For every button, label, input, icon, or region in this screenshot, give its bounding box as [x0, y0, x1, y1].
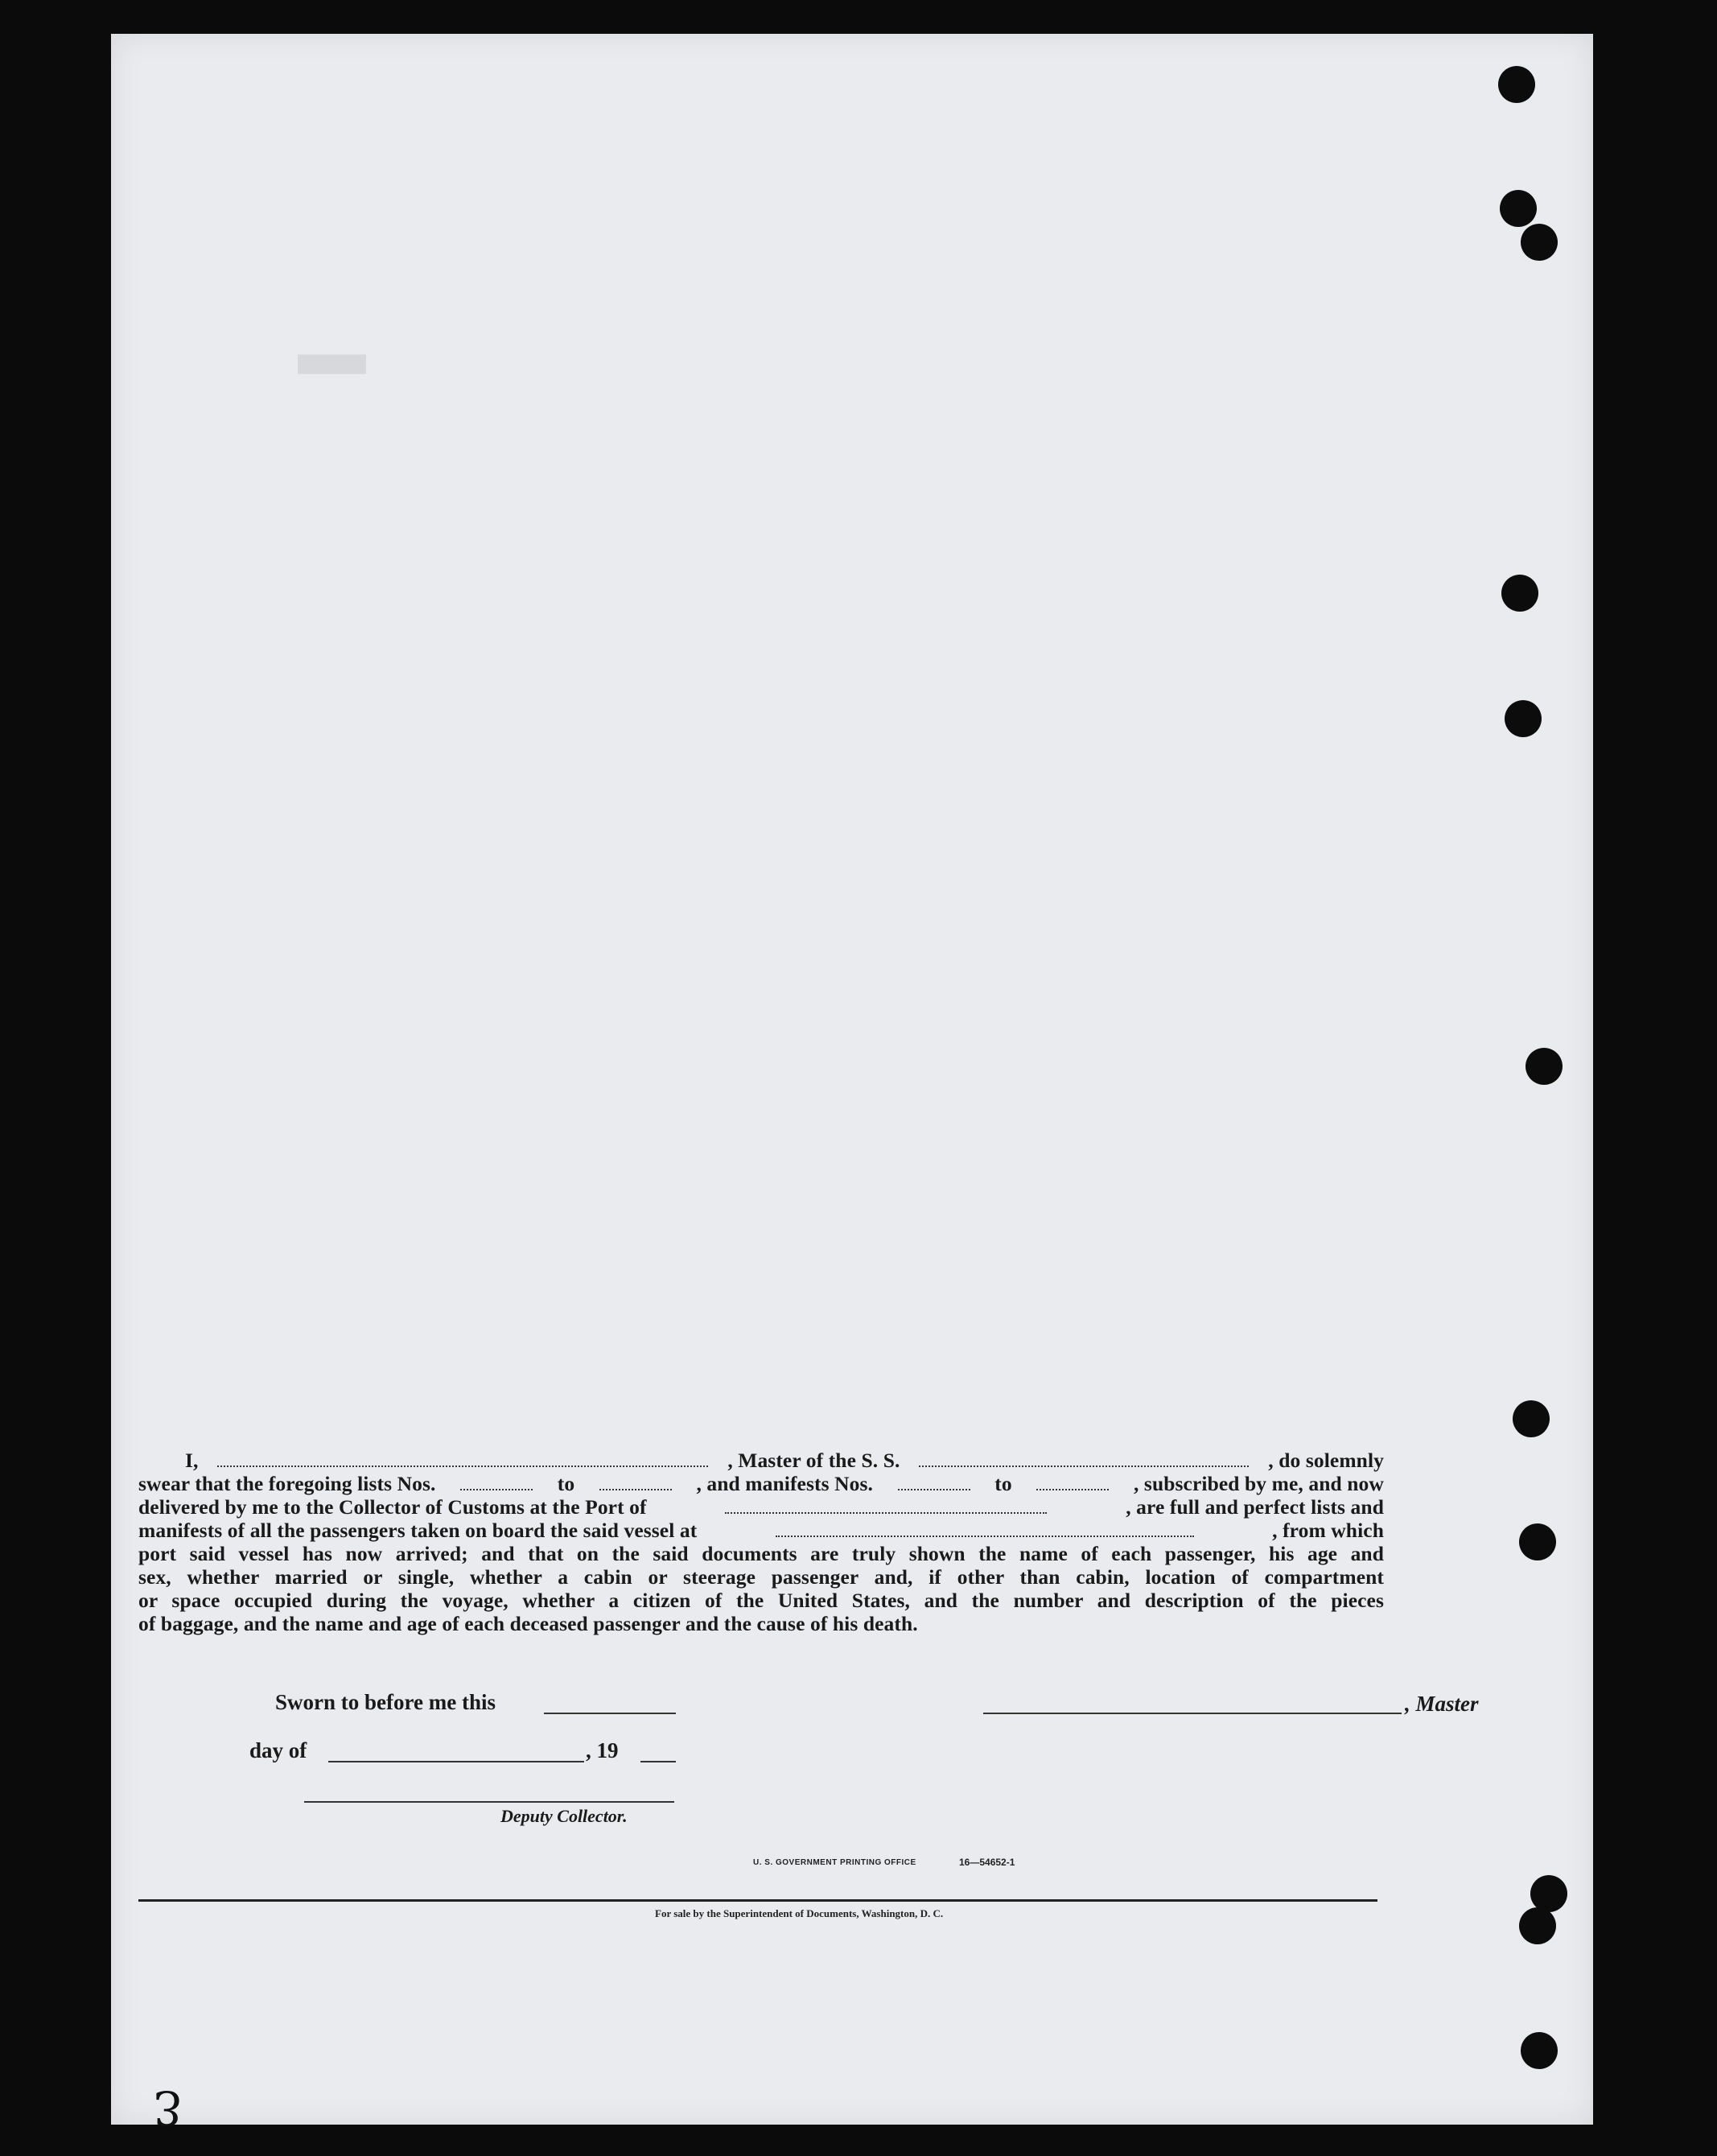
- punch-hole: [1521, 2032, 1558, 2069]
- punch-hole: [1498, 66, 1535, 103]
- oath-line-2: [138, 1472, 1384, 1495]
- oath-text: I,: [185, 1449, 199, 1472]
- list-from-blank[interactable]: [460, 1474, 533, 1490]
- day-of-label: day of: [249, 1738, 307, 1762]
- manifest-to-blank[interactable]: [1036, 1474, 1109, 1490]
- oath-line-8: of baggage, and the name and age of each deceased passenger and the cause of his death.: [138, 1612, 918, 1635]
- oath-text: swear that the foregoing lists Nos.: [138, 1472, 436, 1495]
- punch-hole: [1513, 1400, 1550, 1437]
- deputy-collector-label: Deputy Collector.: [500, 1806, 628, 1826]
- punch-hole: [1500, 190, 1537, 227]
- manifest-from-blank[interactable]: [898, 1474, 970, 1490]
- oath-text: , subscribed by me, and now: [1133, 1472, 1384, 1495]
- sworn-label: Sworn to before me this: [275, 1690, 496, 1714]
- punch-hole: [1519, 1523, 1556, 1560]
- punch-hole: [1505, 700, 1542, 737]
- oath-text: , and manifests Nos.: [696, 1472, 873, 1495]
- embarkation-port-blank[interactable]: [776, 1521, 1194, 1537]
- oath-line-3: [138, 1495, 1384, 1519]
- punch-hole: [1501, 575, 1538, 612]
- ship-name-blank[interactable]: [919, 1451, 1249, 1467]
- oath-line-7: or space occupied during the voyage, whether a citizen of the United States, and the number and description of the pieces: [138, 1589, 1384, 1612]
- printer-imprint: U. S. GOVERNMENT PRINTING OFFICE: [753, 1858, 916, 1867]
- oath-line-6: sex, whether married or single, whether a cabin or steerage passenger and, if other than cabin, location of compartment: [138, 1565, 1384, 1589]
- bottom-rule: [138, 1899, 1377, 1902]
- oath-text: delivered by me to the Collector of Customs at the Port of: [138, 1495, 647, 1519]
- oath-text: manifests of all the passengers taken on board the said vessel at: [138, 1519, 698, 1542]
- list-to-blank[interactable]: [599, 1474, 672, 1490]
- oath-line-4: [138, 1519, 1384, 1542]
- oath-text: , are full and perfect lists and: [1126, 1495, 1384, 1519]
- oath-paragraph: [138, 1449, 1384, 1635]
- punch-hole: [1519, 1907, 1556, 1944]
- printer-code: 16—54652-1: [959, 1857, 1015, 1868]
- master-label: , Master: [1405, 1692, 1479, 1716]
- deputy-signature-line[interactable]: [304, 1801, 674, 1803]
- year-blank[interactable]: [640, 1761, 676, 1762]
- sale-note: For sale by the Superintendent of Documents, Washington, D. C.: [655, 1907, 944, 1919]
- punch-hole: [1521, 224, 1558, 261]
- oath-text: to: [994, 1472, 1012, 1495]
- oath-line-1: [138, 1449, 1384, 1472]
- oath-text: , Master of the S. S.: [727, 1449, 900, 1472]
- month-blank[interactable]: [328, 1761, 584, 1762]
- punch-hole: [1526, 1048, 1563, 1085]
- port-blank[interactable]: [725, 1498, 1047, 1514]
- document-page: [111, 34, 1593, 2125]
- master-name-blank[interactable]: [217, 1451, 708, 1467]
- oath-text: , do solemnly: [1268, 1449, 1384, 1472]
- oath-text: , from which: [1272, 1519, 1384, 1542]
- year-label: , 19: [586, 1738, 619, 1762]
- handwritten-page-number: 3: [153, 2080, 183, 2135]
- oath-text: to: [557, 1472, 575, 1495]
- master-signature-line[interactable]: [983, 1713, 1402, 1714]
- bleed-through-mark: ▀▀▀: [298, 355, 367, 391]
- oath-line-5: port said vessel has now arrived; and that on the said documents are truly shown the name of each passenger, his age and: [138, 1542, 1384, 1565]
- sworn-date-blank[interactable]: [544, 1713, 676, 1714]
